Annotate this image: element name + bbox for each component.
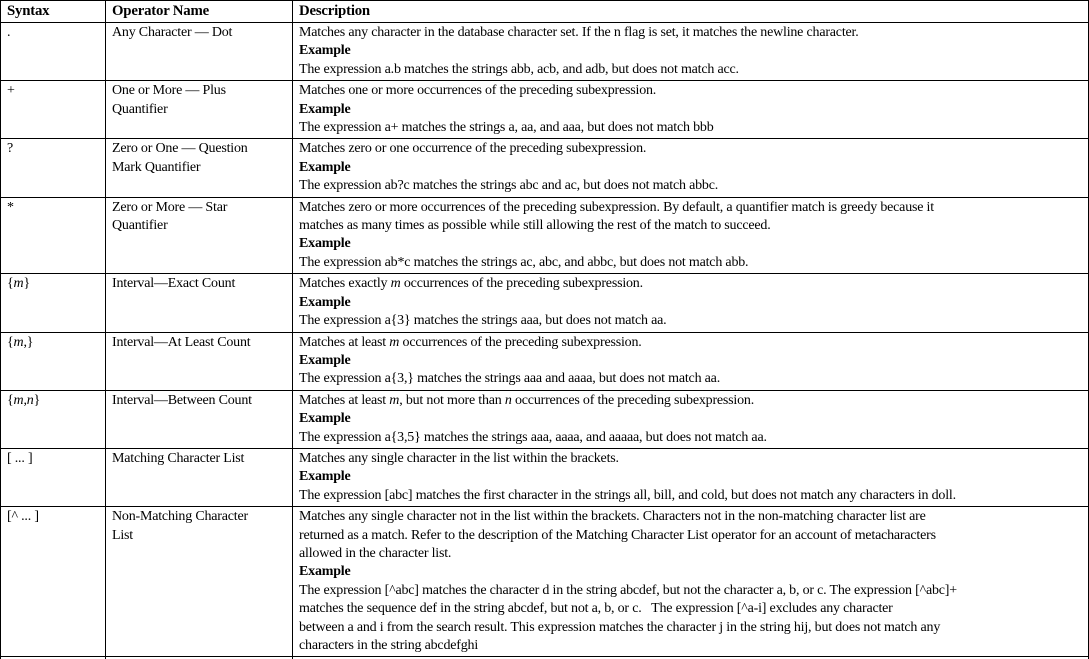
description-example-label: Example	[299, 43, 351, 59]
syntax-text: +	[7, 83, 15, 99]
operator-name-line: Any Character — Dot	[112, 25, 233, 40]
operator-name-cell	[106, 197, 293, 274]
operator-name-cell	[106, 507, 293, 657]
description-line: allowed in the character list.	[299, 545, 452, 561]
operator-name-line: Interval—Exact Count	[112, 276, 236, 292]
description-line: Matches one or more occurrences of the preceding subexpression.	[299, 83, 657, 99]
operator-name-line: One or More — Plus	[112, 83, 226, 99]
description-line: Matches at least m occurrences of the preceding subexpression.	[299, 334, 642, 350]
syntax-text: .	[7, 25, 11, 40]
description-line: Matches at least m, but not more than n occurrences of the preceding subexpression.	[299, 392, 755, 408]
operator-name-cell	[106, 139, 293, 197]
operator-name-cell	[106, 332, 293, 390]
header-row	[1, 1, 1089, 23]
description-cell	[293, 507, 1089, 657]
operator-name-cell	[106, 274, 293, 332]
description-example-label: Example	[299, 352, 351, 368]
syntax-cell	[1, 274, 106, 332]
syntax-text: {m}	[7, 276, 30, 292]
column-header-syntax: Syntax	[1, 1, 106, 23]
description-line: The expression [^abc] matches the character d in the string abcdef, but not the character a, b, or c. The expression [^abc]+	[299, 582, 957, 598]
syntax-text: *	[7, 199, 14, 215]
description-line: The expression a+ matches the strings a, aa, and aaa, but does not match bbb	[299, 120, 714, 136]
description-line: The expression a.b matches the strings abb, acb, and adb, but does not match acc.	[299, 61, 739, 77]
table-row	[1, 23, 1089, 81]
column-header-description: Description	[293, 1, 1089, 23]
table-row	[1, 139, 1089, 197]
description-line: The expression a{3,5} matches the strings aaa, aaaa, and aaaaa, but does not match aa.	[299, 429, 767, 445]
syntax-cell	[1, 448, 106, 506]
syntax-text: ?	[7, 141, 14, 157]
operator-name-line: Quantifier	[112, 218, 168, 234]
description-example-label: Example	[299, 101, 351, 117]
description-example-label: Example	[299, 411, 351, 427]
operator-name-line: List	[112, 527, 133, 543]
column-header-operator-name: Operator Name	[106, 1, 293, 23]
operator-name-line: Quantifier	[112, 101, 168, 117]
table-row	[1, 197, 1089, 274]
syntax-text: {m,n}	[7, 392, 41, 408]
syntax-cell	[1, 507, 106, 657]
description-example-label: Example	[299, 294, 351, 310]
operator-name-line: Interval—At Least Count	[112, 334, 251, 350]
description-line: Matches any single character in the list within the brackets.	[299, 450, 619, 466]
description-example-label: Example	[299, 564, 351, 580]
description-line: Matches any single character not in the list within the brackets. Characters not in the non-matching character list are	[299, 509, 926, 525]
table-row	[1, 390, 1089, 448]
table-row	[1, 507, 1089, 657]
description-cell	[293, 390, 1089, 448]
syntax-text: [^ ... ]	[7, 509, 39, 525]
description-cell	[293, 23, 1089, 81]
syntax-cell	[1, 139, 106, 197]
description-line: The expression ab*c matches the strings ac, abc, and abbc, but does not match abb.	[299, 254, 749, 270]
syntax-text: {m,}	[7, 334, 34, 350]
description-cell	[293, 448, 1089, 506]
table-row	[1, 274, 1089, 332]
description-line: Matches zero or more occurrences of the preceding subexpression. By default, a quantifier match is greedy because it	[299, 199, 934, 215]
description-example-label: Example	[299, 159, 351, 175]
syntax-cell	[1, 23, 106, 81]
operator-name-line: Matching Character List	[112, 450, 245, 466]
operator-name-line: Mark Quantifier	[112, 159, 201, 175]
operator-name-line: Zero or One — Question	[112, 141, 248, 157]
description-line: The expression ab?c matches the strings abc and ac, but does not match abbc.	[299, 178, 719, 194]
description-line: Matches exactly m occurrences of the preceding subexpression.	[299, 276, 643, 292]
table-row	[1, 81, 1089, 139]
description-line: characters in the string abcdefghi	[299, 638, 479, 653]
operator-name-line: Non-Matching Character	[112, 509, 248, 525]
syntax-cell	[1, 390, 106, 448]
operator-name-cell	[106, 448, 293, 506]
syntax-cell	[1, 81, 106, 139]
syntax-text: [ ... ]	[7, 450, 33, 466]
syntax-cell	[1, 197, 106, 274]
operator-name-cell	[106, 23, 293, 81]
operator-name-line: Zero or More — Star	[112, 199, 228, 215]
description-cell	[293, 81, 1089, 139]
operator-name-cell	[106, 81, 293, 139]
description-cell	[293, 332, 1089, 390]
table-row	[1, 448, 1089, 506]
description-line: The expression a{3,} matches the strings aaa and aaaa, but does not match aa.	[299, 371, 720, 387]
description-line: The expression a{3} matches the strings aaa, but does not match aa.	[299, 313, 667, 329]
description-example-label: Example	[299, 236, 351, 252]
description-line: returned as a match. Refer to the description of the Matching Character List operator for an account of metacharacters	[299, 527, 936, 543]
table-row	[1, 332, 1089, 390]
description-line: matches as many times as possible while still allowing the rest of the match to succeed.	[299, 218, 771, 234]
syntax-cell	[1, 332, 106, 390]
description-line: The expression [abc] matches the first character in the strings all, bill, and cold, but does not match any characters in doll.	[299, 487, 956, 503]
operator-name-cell	[106, 390, 293, 448]
description-line: matches the sequence def in the string abcdef, but not a, b, or c. The expression [^a-i] excludes any character	[299, 601, 893, 617]
description-line: Matches zero or one occurrence of the preceding subexpression.	[299, 141, 647, 157]
operator-name-line: Interval—Between Count	[112, 392, 252, 408]
description-line: Matches any character in the database character set. If the n flag is set, it matches the newline character.	[299, 25, 859, 40]
description-example-label: Example	[299, 469, 351, 485]
description-line: between a and i from the search result. This expression matches the character j in the string hij, but does not match any	[299, 619, 941, 635]
description-cell	[293, 274, 1089, 332]
description-cell	[293, 197, 1089, 274]
description-cell	[293, 139, 1089, 197]
